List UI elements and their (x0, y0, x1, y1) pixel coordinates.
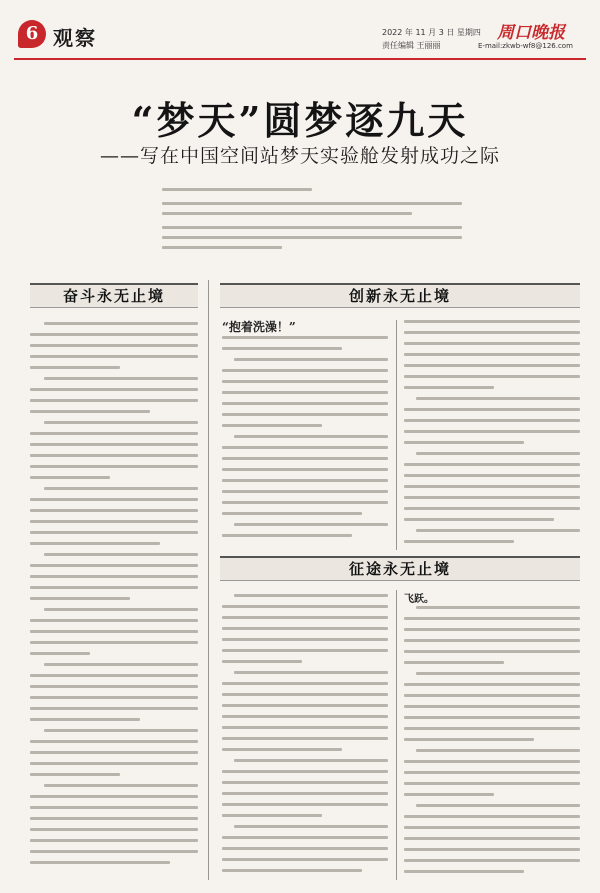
text-line (30, 619, 198, 622)
text-line (234, 671, 388, 674)
text-line (30, 641, 198, 644)
text-line (44, 487, 198, 490)
text-line (222, 605, 388, 608)
text-line (30, 817, 198, 820)
text-line (404, 782, 580, 785)
text-line (30, 476, 110, 479)
text-line (30, 630, 198, 633)
text-line (416, 397, 580, 400)
text-line (30, 850, 198, 853)
text-line (30, 498, 198, 501)
text-line (222, 869, 362, 872)
text-line (404, 386, 494, 389)
text-line (404, 716, 580, 719)
text-line (234, 759, 388, 762)
text-line (222, 380, 388, 383)
text-line (30, 696, 198, 699)
text-line (30, 762, 198, 765)
text-line (30, 388, 198, 391)
issue-date: 2022 年 11 月 3 日 星期四 (382, 28, 481, 37)
text-line (30, 509, 198, 512)
text-line (44, 663, 198, 666)
text-line (404, 419, 580, 422)
text-line (222, 847, 388, 850)
text-line (404, 485, 580, 488)
text-line (234, 358, 388, 361)
text-line (30, 344, 198, 347)
text-line (222, 715, 388, 718)
text-line (404, 507, 580, 510)
text-line (222, 369, 388, 372)
text-line (162, 212, 412, 215)
text-line (44, 553, 198, 556)
text-line (30, 520, 198, 523)
text-line (30, 410, 150, 413)
text-line (404, 661, 504, 664)
text-line (44, 729, 198, 732)
text-line (30, 333, 198, 336)
text-line (162, 246, 282, 249)
text-line (162, 236, 462, 239)
text-line (404, 848, 580, 851)
text-line (404, 375, 580, 378)
text-line (404, 463, 580, 466)
text-line (222, 616, 388, 619)
text-line (404, 683, 580, 686)
text-line (222, 627, 388, 630)
text-line (44, 608, 198, 611)
text-line (404, 815, 580, 818)
text-line (404, 320, 580, 323)
text-line (222, 479, 388, 482)
column-3-lower-text (404, 604, 580, 880)
text-line (30, 366, 120, 369)
text-line (404, 694, 580, 697)
text-line (404, 870, 524, 873)
text-line (222, 512, 362, 515)
text-line (222, 391, 388, 394)
text-line (222, 336, 388, 339)
text-line (30, 718, 140, 721)
text-line (404, 859, 580, 862)
text-line (404, 441, 524, 444)
text-line (222, 814, 322, 817)
section-banner-3: 征途永无止境 (220, 556, 580, 581)
text-line (30, 674, 198, 677)
column-1-text (30, 318, 198, 878)
text-line (404, 331, 580, 334)
text-line (30, 861, 170, 864)
text-line (30, 465, 198, 468)
header-rule (14, 58, 586, 60)
text-line (404, 364, 580, 367)
text-line (404, 496, 580, 499)
text-line (404, 650, 580, 653)
text-line (162, 188, 312, 191)
text-line (416, 672, 580, 675)
text-line (404, 474, 580, 477)
text-line (30, 707, 198, 710)
text-line (162, 226, 462, 229)
text-line (44, 421, 198, 424)
text-line (404, 771, 580, 774)
text-line (30, 454, 198, 457)
text-line (30, 432, 198, 435)
contact-email: E-mail:zkwb-wf8@126.com (478, 42, 573, 50)
text-line (30, 795, 198, 798)
text-line (222, 660, 302, 663)
text-line (222, 704, 388, 707)
text-line (44, 322, 198, 325)
text-line (416, 452, 580, 455)
text-line (30, 740, 198, 743)
text-line (404, 837, 580, 840)
newspaper-logo: 周口晚报 (497, 23, 565, 43)
text-line (222, 413, 388, 416)
column-3-upper-text (404, 318, 580, 550)
text-line (222, 468, 388, 471)
text-line (222, 501, 388, 504)
page-header (0, 0, 600, 62)
editor-credit: 责任编辑 王丽丽 (382, 41, 441, 50)
text-line (30, 564, 198, 567)
text-line (404, 628, 580, 631)
text-line (30, 355, 198, 358)
text-line (44, 784, 198, 787)
article-headline: “梦天”圆梦逐九天 (131, 98, 469, 143)
page-number-badge: 6 (18, 20, 46, 48)
text-line (416, 529, 580, 532)
column-divider (396, 320, 397, 550)
text-line (234, 523, 388, 526)
text-line (222, 803, 388, 806)
text-line (222, 638, 388, 641)
text-line (222, 748, 342, 751)
text-line (222, 781, 388, 784)
section-banner-1: 奋斗永无止境 (30, 283, 198, 308)
text-line (30, 652, 90, 655)
text-line (30, 773, 120, 776)
text-line (404, 738, 534, 741)
text-line (222, 446, 388, 449)
text-line (222, 534, 352, 537)
text-line (234, 594, 388, 597)
text-line (416, 804, 580, 807)
text-line (416, 606, 580, 609)
text-line (222, 490, 388, 493)
text-line (234, 435, 388, 438)
column-divider (208, 280, 209, 880)
text-line (30, 839, 198, 842)
column-2-upper-text (222, 334, 388, 550)
text-line (44, 377, 198, 380)
text-line (222, 402, 388, 405)
text-line (404, 617, 580, 620)
text-line (404, 540, 514, 543)
text-line (416, 749, 580, 752)
text-line (404, 639, 580, 642)
inline-head-cheer: “抱着洗澡！” (222, 320, 296, 334)
text-line (222, 649, 388, 652)
text-line (404, 353, 580, 356)
text-line (30, 751, 198, 754)
intro-paragraph (162, 178, 462, 258)
column-2-lower-text (222, 592, 388, 880)
text-line (30, 828, 198, 831)
text-line (222, 457, 388, 460)
text-line (404, 342, 580, 345)
text-line (30, 597, 130, 600)
text-line (404, 760, 580, 763)
issue-meta (382, 26, 481, 52)
text-line (222, 770, 388, 773)
text-line (30, 806, 198, 809)
text-line (222, 792, 388, 795)
text-line (30, 443, 198, 446)
text-line (404, 826, 580, 829)
text-line (404, 408, 580, 411)
text-line (30, 399, 198, 402)
text-line (222, 347, 342, 350)
text-line (404, 518, 554, 521)
section-name: 观察 (53, 26, 97, 50)
text-line (30, 531, 198, 534)
text-line (162, 202, 462, 205)
text-line (222, 858, 388, 861)
text-line (222, 737, 388, 740)
column-divider (396, 590, 397, 880)
section-banner-2: 创新永无止境 (220, 283, 580, 308)
text-line (222, 726, 388, 729)
inline-head-sunrise: 飞跃。 (404, 594, 434, 605)
text-line (222, 424, 322, 427)
text-line (404, 430, 580, 433)
text-line (222, 693, 388, 696)
text-line (404, 727, 580, 730)
text-line (222, 836, 388, 839)
text-line (30, 575, 198, 578)
text-line (222, 682, 388, 685)
text-line (30, 586, 198, 589)
text-line (30, 542, 160, 545)
text-line (404, 793, 494, 796)
article-subheadline: ——写在中国空间站梦天实验舱发射成功之际 (99, 145, 500, 167)
text-line (30, 685, 198, 688)
text-line (404, 705, 580, 708)
text-line (234, 825, 388, 828)
